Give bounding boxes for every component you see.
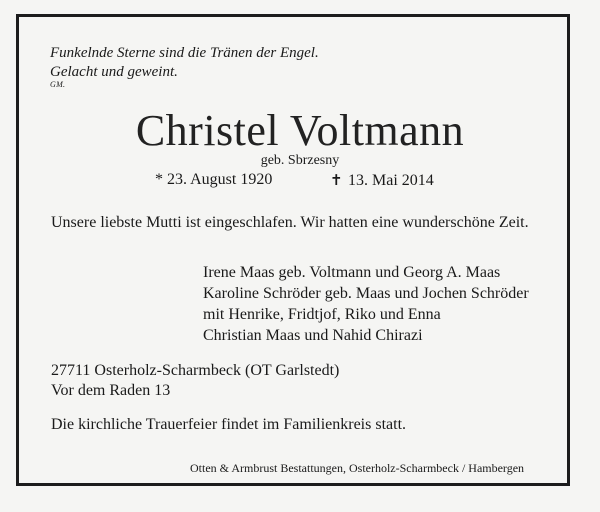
birth-date: 23. August 1920 — [167, 171, 273, 188]
verse-line-1: Funkelnde Sterne sind die Tränen der Engel. — [50, 45, 319, 61]
family-address — [51, 361, 339, 401]
undertaker-credit: Otten & Armbrust Bestattungen, Osterholz-Scharmbeck / Hambergen — [190, 461, 525, 475]
death-info — [330, 171, 434, 190]
death-date: 13. Mai 2014 — [348, 172, 434, 189]
service-note: Die kirchliche Trauerfeier findet im Familienkreis statt. — [51, 416, 407, 433]
verse-line-2: Gelacht und geweint. — [50, 64, 178, 80]
farewell-message: Unsere liebste Mutti ist eingeschlafen. Wir hatten eine wunderschöne Zeit. — [51, 214, 529, 231]
deceased-name: Christel Voltmann — [135, 106, 465, 155]
mourner-line: Christian Maas und Nahid Chirazi — [203, 327, 423, 344]
mourner-line: Karoline Schröder geb. Maas und Jochen Schröder — [203, 285, 529, 302]
address-line-2: Vor dem Raden 13 — [51, 382, 171, 399]
birth-star-icon: * — [155, 171, 163, 188]
maiden-name: geb. Sbrzesny — [260, 153, 340, 168]
cross-icon: ✝ — [330, 173, 343, 189]
mourners-list — [203, 262, 529, 346]
birth-info — [155, 171, 272, 189]
verse — [50, 44, 319, 82]
mourner-line: mit Henrike, Fridtjof, Riko und Enna — [203, 306, 441, 323]
verse-author: GM. — [50, 80, 66, 89]
address-line-1: 27711 Osterholz-Scharmbeck (OT Garlstedt) — [51, 362, 340, 379]
mourner-line: Irene Maas geb. Voltmann und Georg A. Maas — [203, 264, 501, 281]
